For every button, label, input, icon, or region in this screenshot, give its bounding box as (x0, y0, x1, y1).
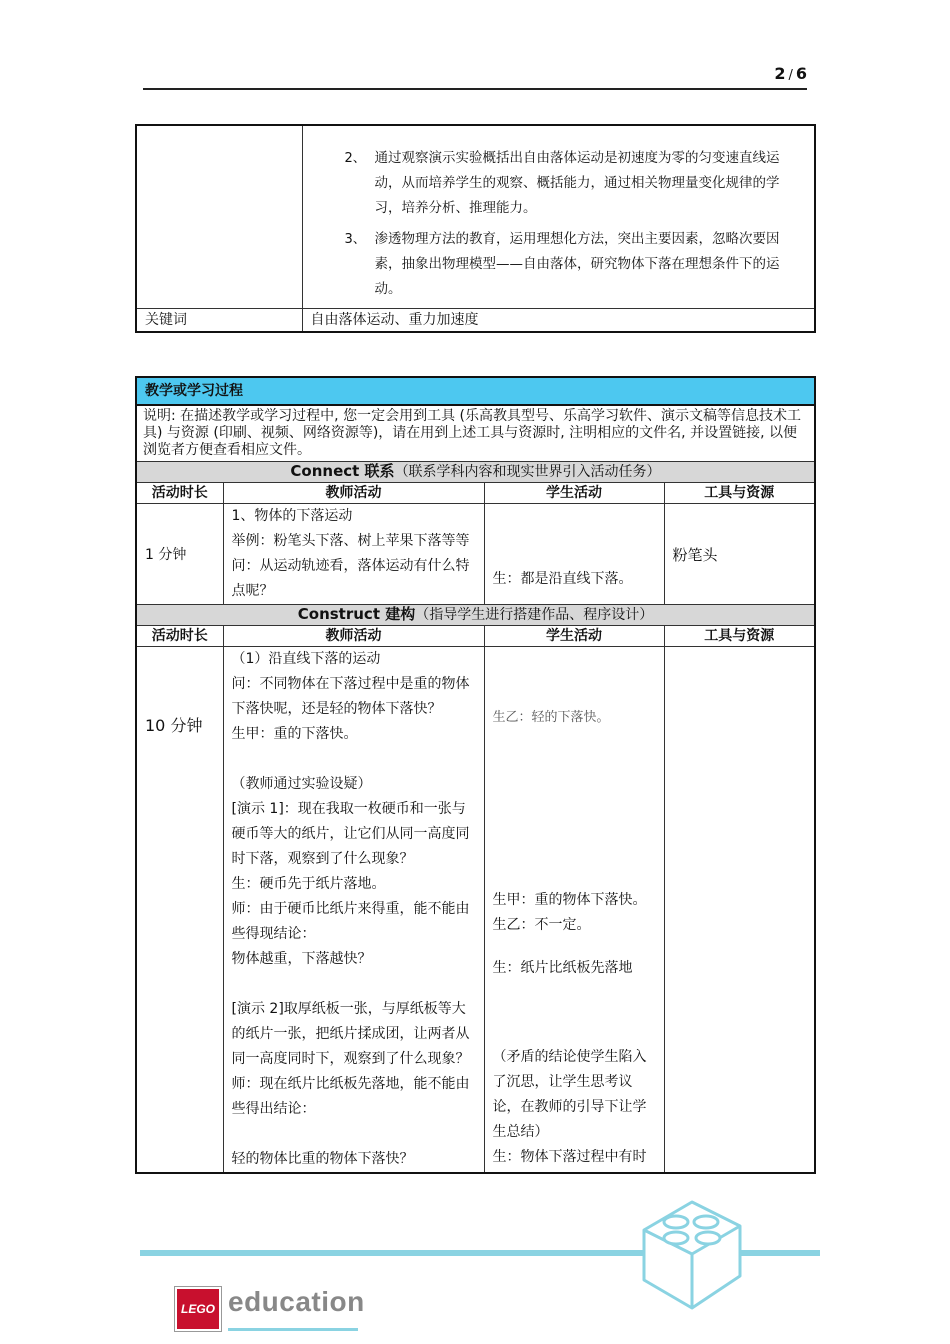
connect-tools: 粉笔头 (664, 504, 815, 605)
col-tools: 工具与资源 (664, 483, 815, 504)
connect-phase-header: Connect 联系（联系学科内容和现实世界引入活动任务） (136, 462, 815, 483)
connect-student: 生：都是沿直线下落。 (484, 504, 664, 605)
objectives-cell (302, 125, 815, 309)
brand-wordmark: education (228, 1286, 365, 1317)
objectives-left-empty (136, 125, 302, 309)
brand-underline (228, 1328, 358, 1331)
construct-tools (664, 647, 815, 1174)
connect-duration: 1 分钟 (136, 504, 223, 605)
col-teacher: 教师活动 (223, 483, 484, 504)
objective-item: 3、 渗透物理方法的教育，运用理想化方法，突出主要因素，忽略次要因素，抽象出物理模型——自由落体，研究物体下落在理想条件下的运动。 (344, 231, 780, 297)
keyword-label: 关键词 (136, 309, 302, 333)
col-duration: 活动时长 (136, 483, 223, 504)
construct-duration-cell (136, 647, 223, 1174)
col-teacher: 教师活动 (223, 626, 484, 647)
construct-teacher: （1）沿直线下落的运动 问：不同物体在下落过程中是重的物体下落快呢，还是轻的物体下落快？ 生甲：重的下落快。 （教师通过实验设疑） [演示 1]：现在我取一枚硬币和一张与硬币等大的纸片，让它们从同一高度同时下落，观察到了什么现象？ 生：硬币先于纸片落地。 师：由于硬币比纸片来得重，能不能由些得现结论： 物体越重，下落越快？ [演示 2]取厚纸板一张，与厚纸板等大的纸片一张，把纸片揉成团，让两者从同一高度同时下，观察到了什么现象？ 师：现在纸片比纸板先落地，能不能由些得出结论： 轻的物体比重的物体下落快？ (223, 647, 484, 1174)
col-tools: 工具与资源 (664, 626, 815, 647)
objective-item: 2、 通过观察演示实验概括出自由落体运动是初速度为零的匀变速直线运动，从而培养学生的观察、概括能力，通过相关物理量变化规律的学习，培养分析、推理能力。 (344, 150, 780, 216)
construct-student: 生乙：轻的下落快。 生甲：重的物体下落快。 生乙：不一定。 生：纸片比纸板先落地 （矛盾的结论使学生陷入了沉思，让学生思考议论，在教师的引导下让学生总结） 生：物体下落过程中有时 (484, 647, 664, 1174)
col-duration: 活动时长 (136, 626, 223, 647)
construct-duration: 10 分钟 (145, 716, 203, 735)
objectives-list (303, 126, 815, 302)
col-student: 学生活动 (484, 483, 664, 504)
process-title: 教学或学习过程 (136, 377, 815, 405)
objectives-table (135, 124, 816, 333)
header-rule (143, 88, 807, 90)
process-note: 说明: 在描述教学或学习过程中, 您一定会用到工具 (乐高教具型号、乐高学习软件、演示文稿等信息技术工具) 与资源 (印刷、视频、网络资源等)，请在用到上述工具与资源时, 注明相应的文件名, 并设置链接, 以便浏览者方便查看相应文件。 (136, 405, 815, 462)
col-student: 学生活动 (484, 626, 664, 647)
construct-phase-header: Construct 建构（指导学生进行搭建作品、程序设计） (136, 605, 815, 626)
keyword-value: 自由落体运动、重力加速度 (302, 309, 815, 333)
lego-brick-icon (636, 1196, 748, 1316)
connect-teacher: 1、物体的下落运动 举例：粉笔头下落、树上苹果下落等等 问：从运动轨迹看，落体运动有什么特点呢？ (223, 504, 484, 605)
page-number: 2 / 6 (774, 64, 808, 83)
lego-logo: LEGO (175, 1287, 221, 1331)
process-table (135, 376, 816, 1174)
